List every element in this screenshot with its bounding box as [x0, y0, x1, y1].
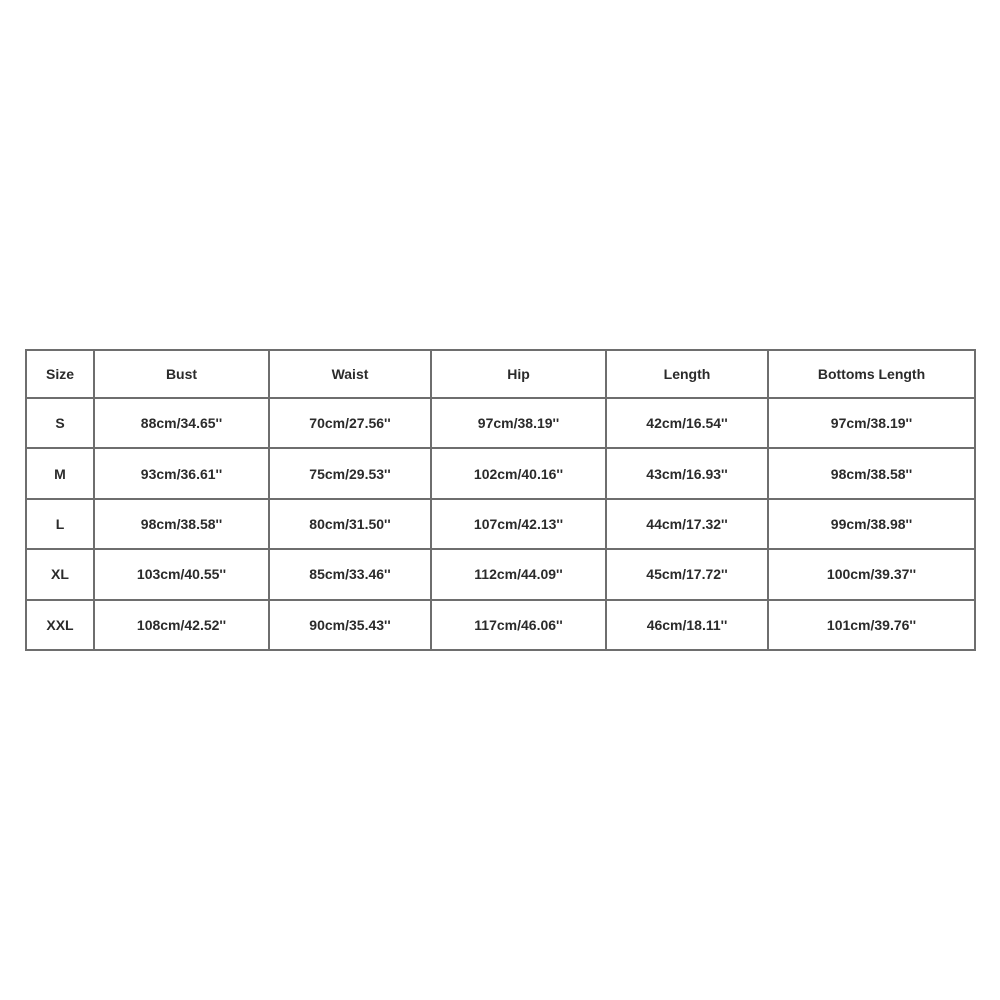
bottoms-length-cell: 97cm/38.19''	[768, 398, 975, 448]
size-cell: XXL	[26, 600, 94, 650]
table-row	[26, 448, 975, 498]
header-hip: Hip	[431, 350, 606, 398]
header-row	[26, 350, 975, 398]
bust-cell: 103cm/40.55''	[94, 549, 269, 599]
table-row	[26, 499, 975, 549]
length-cell: 43cm/16.93''	[606, 448, 768, 498]
bust-cell: 108cm/42.52''	[94, 600, 269, 650]
hip-cell: 97cm/38.19''	[431, 398, 606, 448]
length-cell: 42cm/16.54''	[606, 398, 768, 448]
header-bust: Bust	[94, 350, 269, 398]
waist-cell: 85cm/33.46''	[269, 549, 431, 599]
bust-cell: 98cm/38.58''	[94, 499, 269, 549]
header-waist: Waist	[269, 350, 431, 398]
waist-cell: 70cm/27.56''	[269, 398, 431, 448]
hip-cell: 112cm/44.09''	[431, 549, 606, 599]
waist-cell: 75cm/29.53''	[269, 448, 431, 498]
bottoms-length-cell: 101cm/39.76''	[768, 600, 975, 650]
hip-cell: 107cm/42.13''	[431, 499, 606, 549]
header-bottoms-length: Bottoms Length	[768, 350, 975, 398]
length-cell: 46cm/18.11''	[606, 600, 768, 650]
waist-cell: 90cm/35.43''	[269, 600, 431, 650]
bust-cell: 88cm/34.65''	[94, 398, 269, 448]
waist-cell: 80cm/31.50''	[269, 499, 431, 549]
bottoms-length-cell: 98cm/38.58''	[768, 448, 975, 498]
size-cell: S	[26, 398, 94, 448]
size-chart-table	[25, 349, 976, 651]
table-row	[26, 600, 975, 650]
bottoms-length-cell: 99cm/38.98''	[768, 499, 975, 549]
size-cell: XL	[26, 549, 94, 599]
table-row	[26, 398, 975, 448]
table-row	[26, 549, 975, 599]
bottoms-length-cell: 100cm/39.37''	[768, 549, 975, 599]
size-cell: M	[26, 448, 94, 498]
length-cell: 45cm/17.72''	[606, 549, 768, 599]
header-length: Length	[606, 350, 768, 398]
hip-cell: 102cm/40.16''	[431, 448, 606, 498]
bust-cell: 93cm/36.61''	[94, 448, 269, 498]
length-cell: 44cm/17.32''	[606, 499, 768, 549]
size-cell: L	[26, 499, 94, 549]
header-size: Size	[26, 350, 94, 398]
hip-cell: 117cm/46.06''	[431, 600, 606, 650]
